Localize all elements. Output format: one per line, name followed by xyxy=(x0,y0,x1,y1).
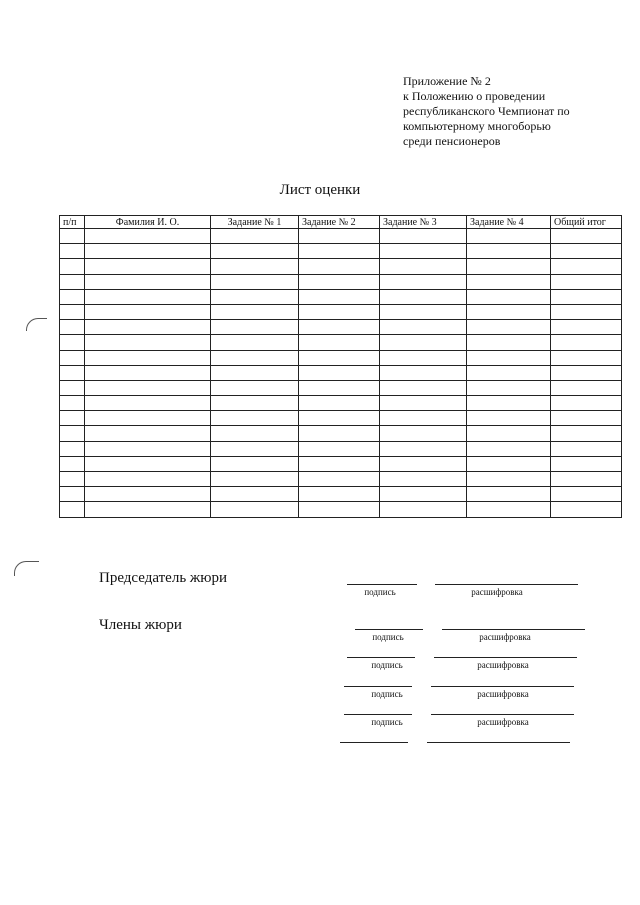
table-cell[interactable] xyxy=(85,441,211,456)
table-row xyxy=(60,380,622,395)
table-cell[interactable] xyxy=(551,304,622,319)
decoding-line xyxy=(431,714,574,715)
table-cell[interactable] xyxy=(211,426,299,441)
table-cell[interactable] xyxy=(551,350,622,365)
table-cell[interactable] xyxy=(467,289,551,304)
table-cell[interactable] xyxy=(299,350,380,365)
table-cell[interactable] xyxy=(467,396,551,411)
appendix-line: Приложение № 2 xyxy=(403,74,491,88)
appendix-line: республиканского Чемпионат по xyxy=(403,104,570,118)
table-cell[interactable] xyxy=(60,320,85,335)
signature-caption: подпись xyxy=(372,632,404,642)
table-cell[interactable] xyxy=(380,289,467,304)
signature-line xyxy=(344,686,412,687)
table-cell[interactable] xyxy=(211,365,299,380)
table-header-row xyxy=(60,216,622,229)
table-cell[interactable] xyxy=(85,365,211,380)
table-cell[interactable] xyxy=(551,456,622,471)
table-cell[interactable] xyxy=(211,320,299,335)
table-cell[interactable] xyxy=(85,304,211,319)
table-cell[interactable] xyxy=(211,380,299,395)
table-cell[interactable] xyxy=(85,426,211,441)
table-cell[interactable] xyxy=(60,259,85,274)
table-cell[interactable] xyxy=(299,487,380,502)
table-cell[interactable] xyxy=(551,426,622,441)
table-cell[interactable] xyxy=(299,365,380,380)
table-cell[interactable] xyxy=(551,487,622,502)
header-number: п/п xyxy=(60,216,85,229)
decoding-line xyxy=(435,584,578,585)
table-cell[interactable] xyxy=(60,229,85,244)
table-cell[interactable] xyxy=(551,502,622,517)
table-cell[interactable] xyxy=(211,350,299,365)
table-cell[interactable] xyxy=(211,244,299,259)
table-row xyxy=(60,259,622,274)
table-cell[interactable] xyxy=(85,502,211,517)
table-row xyxy=(60,396,622,411)
table-cell[interactable] xyxy=(60,456,85,471)
scan-mark xyxy=(26,318,47,331)
table-cell[interactable] xyxy=(380,274,467,289)
decoding-caption: расшифровка xyxy=(479,632,531,642)
table-cell[interactable] xyxy=(211,456,299,471)
table-cell[interactable] xyxy=(467,350,551,365)
table-row xyxy=(60,365,622,380)
table-cell[interactable] xyxy=(60,487,85,502)
signature-caption: подпись xyxy=(371,717,403,727)
table-cell[interactable] xyxy=(551,320,622,335)
table-cell[interactable] xyxy=(467,502,551,517)
decoding-line xyxy=(431,686,574,687)
table-cell[interactable] xyxy=(299,456,380,471)
table-cell[interactable] xyxy=(380,396,467,411)
table-cell[interactable] xyxy=(467,411,551,426)
table-cell[interactable] xyxy=(60,289,85,304)
decoding-caption: расшифровка xyxy=(477,717,529,727)
members-label: Члены жюри xyxy=(99,617,182,633)
decoding-caption: расшифровка xyxy=(477,660,529,670)
table-cell[interactable] xyxy=(211,229,299,244)
table-cell[interactable] xyxy=(211,487,299,502)
table-cell[interactable] xyxy=(299,289,380,304)
table-cell[interactable] xyxy=(299,380,380,395)
table-cell[interactable] xyxy=(551,365,622,380)
table-cell[interactable] xyxy=(60,304,85,319)
table-cell[interactable] xyxy=(299,335,380,350)
decoding-caption: расшифровка xyxy=(471,587,523,597)
table-cell[interactable] xyxy=(467,335,551,350)
table-row xyxy=(60,472,622,487)
table-row xyxy=(60,441,622,456)
table-cell[interactable] xyxy=(299,244,380,259)
table-row xyxy=(60,350,622,365)
table-cell[interactable] xyxy=(60,441,85,456)
table-cell[interactable] xyxy=(211,335,299,350)
table-cell[interactable] xyxy=(60,244,85,259)
table-cell[interactable] xyxy=(60,274,85,289)
table-cell[interactable] xyxy=(380,335,467,350)
table-cell[interactable] xyxy=(299,426,380,441)
table-cell[interactable] xyxy=(211,441,299,456)
table-cell[interactable] xyxy=(551,229,622,244)
signature-line xyxy=(347,584,417,585)
table-cell[interactable] xyxy=(467,365,551,380)
header-total: Общий итог xyxy=(551,216,622,229)
table-cell[interactable] xyxy=(467,259,551,274)
table-cell[interactable] xyxy=(467,426,551,441)
table-row xyxy=(60,244,622,259)
table-cell[interactable] xyxy=(299,320,380,335)
table-cell[interactable] xyxy=(467,456,551,471)
table-cell[interactable] xyxy=(380,472,467,487)
decoding-line xyxy=(427,742,570,743)
decoding-caption: расшифровка xyxy=(477,689,529,699)
header-name: Фамилия И. О. xyxy=(85,216,211,229)
table-cell[interactable] xyxy=(85,472,211,487)
header-task-3: Задание № 3 xyxy=(380,216,467,229)
table-cell[interactable] xyxy=(380,441,467,456)
table-cell[interactable] xyxy=(60,411,85,426)
table-cell[interactable] xyxy=(551,380,622,395)
table-cell[interactable] xyxy=(85,411,211,426)
appendix-line: компьютерному многоборью xyxy=(403,119,551,133)
table-cell[interactable] xyxy=(299,396,380,411)
table-cell[interactable] xyxy=(299,441,380,456)
table-row xyxy=(60,426,622,441)
table-cell[interactable] xyxy=(551,441,622,456)
table-cell[interactable] xyxy=(380,350,467,365)
table-cell[interactable] xyxy=(380,426,467,441)
table-cell[interactable] xyxy=(85,259,211,274)
appendix-line: среди пенсионеров xyxy=(403,134,501,148)
signature-line xyxy=(344,714,412,715)
table-cell[interactable] xyxy=(85,289,211,304)
table-cell[interactable] xyxy=(551,396,622,411)
table-cell[interactable] xyxy=(211,411,299,426)
signature-line xyxy=(347,657,415,658)
table-cell[interactable] xyxy=(551,335,622,350)
table-cell[interactable] xyxy=(85,487,211,502)
signature-caption: подпись xyxy=(371,660,403,670)
table-row xyxy=(60,320,622,335)
table-cell[interactable] xyxy=(380,502,467,517)
header-task-1: Задание № 1 xyxy=(211,216,299,229)
table-cell[interactable] xyxy=(467,229,551,244)
table-cell[interactable] xyxy=(467,487,551,502)
table-cell[interactable] xyxy=(299,502,380,517)
table-cell[interactable] xyxy=(85,456,211,471)
sheet-title: Лист оценки xyxy=(279,182,361,198)
table-cell[interactable] xyxy=(299,229,380,244)
table-cell[interactable] xyxy=(299,274,380,289)
table-cell[interactable] xyxy=(380,380,467,395)
table-cell[interactable] xyxy=(380,244,467,259)
header-task-4: Задание № 4 xyxy=(467,216,551,229)
table-cell[interactable] xyxy=(60,335,85,350)
table-cell[interactable] xyxy=(60,380,85,395)
table-cell[interactable] xyxy=(467,441,551,456)
signature-line xyxy=(340,742,408,743)
table-cell[interactable] xyxy=(60,472,85,487)
table-cell[interactable] xyxy=(551,472,622,487)
table-cell[interactable] xyxy=(85,229,211,244)
table-row xyxy=(60,304,622,319)
table-cell[interactable] xyxy=(551,244,622,259)
table-cell[interactable] xyxy=(211,304,299,319)
table-cell[interactable] xyxy=(211,502,299,517)
signature-caption: подпись xyxy=(371,689,403,699)
table-cell[interactable] xyxy=(211,472,299,487)
table-cell[interactable] xyxy=(551,289,622,304)
table-cell[interactable] xyxy=(85,244,211,259)
table-cell[interactable] xyxy=(380,304,467,319)
table-cell[interactable] xyxy=(380,259,467,274)
table-cell[interactable] xyxy=(467,244,551,259)
table-cell[interactable] xyxy=(211,259,299,274)
table-row xyxy=(60,411,622,426)
table-row xyxy=(60,274,622,289)
table-cell[interactable] xyxy=(211,396,299,411)
table-cell[interactable] xyxy=(60,426,85,441)
table-cell[interactable] xyxy=(299,259,380,274)
signature-caption: подпись xyxy=(364,587,396,597)
table-cell[interactable] xyxy=(380,411,467,426)
header-task-2: Задание № 2 xyxy=(299,216,380,229)
table-cell[interactable] xyxy=(299,472,380,487)
table-row xyxy=(60,335,622,350)
table-row xyxy=(60,456,622,471)
table-cell[interactable] xyxy=(380,487,467,502)
table-row xyxy=(60,229,622,244)
table-cell[interactable] xyxy=(211,274,299,289)
score-table xyxy=(59,215,622,518)
table-cell[interactable] xyxy=(380,456,467,471)
table-cell[interactable] xyxy=(467,380,551,395)
table-cell[interactable] xyxy=(380,320,467,335)
table-body xyxy=(60,229,622,518)
table-cell[interactable] xyxy=(60,396,85,411)
table-cell[interactable] xyxy=(211,289,299,304)
table-cell[interactable] xyxy=(551,259,622,274)
table-cell[interactable] xyxy=(85,350,211,365)
table-cell[interactable] xyxy=(60,502,85,517)
table-cell[interactable] xyxy=(85,335,211,350)
table-cell[interactable] xyxy=(551,274,622,289)
decoding-line xyxy=(442,629,585,630)
table-cell[interactable] xyxy=(85,320,211,335)
decoding-line xyxy=(434,657,577,658)
table-row xyxy=(60,289,622,304)
signature-line xyxy=(355,629,423,630)
table-cell[interactable] xyxy=(85,274,211,289)
scan-mark xyxy=(14,561,39,576)
appendix-line: к Положению о проведении xyxy=(403,89,546,103)
table-cell[interactable] xyxy=(380,229,467,244)
table-cell[interactable] xyxy=(467,274,551,289)
table-row xyxy=(60,487,622,502)
chair-label: Председатель жюри xyxy=(99,570,228,586)
table-cell[interactable] xyxy=(551,411,622,426)
table-row xyxy=(60,502,622,517)
table-cell[interactable] xyxy=(299,304,380,319)
table-cell[interactable] xyxy=(60,365,85,380)
appendix-block xyxy=(403,74,603,149)
table-cell[interactable] xyxy=(60,350,85,365)
table-cell[interactable] xyxy=(299,411,380,426)
table-cell[interactable] xyxy=(85,396,211,411)
table-cell[interactable] xyxy=(467,304,551,319)
table-cell[interactable] xyxy=(380,365,467,380)
table-cell[interactable] xyxy=(467,472,551,487)
table-cell[interactable] xyxy=(85,380,211,395)
table-cell[interactable] xyxy=(467,320,551,335)
